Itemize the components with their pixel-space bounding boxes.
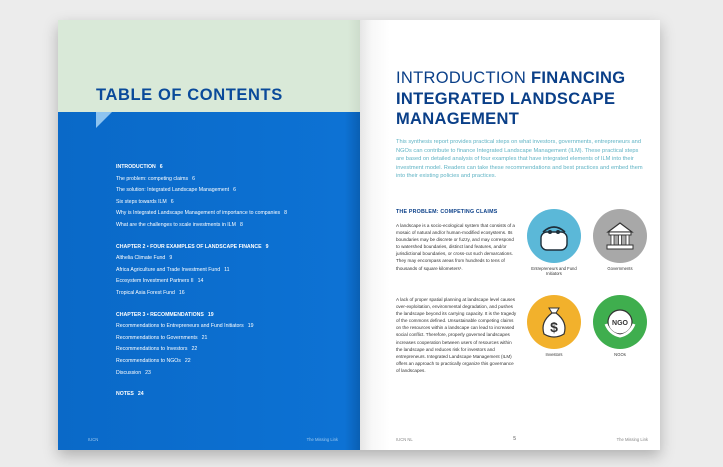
toc-spacer [116,300,348,310]
toc-entry[interactable] [116,276,348,288]
stakeholder-icons [524,208,654,368]
stakeholder-entrepreneurs [524,208,584,276]
icon-label-ngos: NGOs [614,352,626,357]
money-bag-icon [526,294,582,350]
icon-label-investors: Investors [545,352,563,357]
toc-entry-label: Six steps towards ILM [116,198,167,205]
toc-entry-page: 6 [192,175,195,182]
toc-entry[interactable] [116,208,348,220]
icon-label-governments: Governments [607,266,633,271]
toc-entry-page: 6 [159,164,163,170]
toc-entry-label: What are the challenges to scale investments in ILM [116,221,236,228]
toc-entry-page: 19 [247,323,254,330]
toc-title: TABLE OF CONTENTS [96,86,283,104]
toc-list [116,162,348,401]
toc-entry[interactable] [116,288,348,300]
page-number: 5 [513,436,517,442]
right-page [360,20,660,450]
toc-entry-label: The problem: competing claims [116,175,189,182]
toc-entry[interactable] [116,220,348,232]
left-page [58,20,360,450]
ngo-globe-icon [592,294,648,350]
toc-entry-label: Tropical Asia Forest Fund [116,289,175,296]
icon-label-entrepreneurs: Entrepreneurs and Fund Initiators [531,266,577,276]
right-footer-org: IUCN NL [396,436,413,442]
stakeholder-governments [590,208,650,271]
toc-entry-page: 19 [207,311,214,318]
toc-entry-label: Discussion [116,369,142,376]
purse-icon [526,208,582,264]
stakeholder-investors [524,294,584,357]
intro-title [396,68,651,130]
toc-entry-page: 9 [265,243,269,250]
toc-entry[interactable] [116,321,348,333]
toc-entry-page: 8 [284,210,287,217]
section-heading: THE PROBLEM: COMPETING CLAIMS [396,209,498,215]
toc-entry[interactable] [116,253,348,265]
toc-entry[interactable] [116,356,348,368]
toc-entry-label: The solution: Integrated Landscape Management [116,187,230,194]
toc-entry-page: 23 [145,369,151,376]
toc-entry-label: Recommendations to Investors [116,346,188,353]
toc-entry-label: CHAPTER 3 • RECOMMENDATIONS [116,311,204,318]
toc-entry-label: Africa Agriculture and Trade Investment Fund [116,266,221,273]
toc-entry[interactable] [116,344,348,356]
left-footer [88,437,338,442]
toc-entry-page: 11 [224,266,230,273]
toc-entry[interactable] [116,185,348,197]
toc-entry-page: 6 [170,198,174,205]
toc-entry-label: Recommendations to Governments [116,334,198,341]
toc-spacer [116,379,348,389]
toc-entry-page: 22 [191,346,198,353]
toc-entry-page: 21 [201,334,208,341]
toc-entry-label: Recommendations to NGOs [116,357,181,364]
toc-entry-label: Why is Integrated Landscape Management of importance to companies [116,210,281,217]
intro-title-bold: FINANCING INTEGRATED LANDSCAPE MANAGEMENT [396,69,626,128]
toc-entry-label: CHAPTER 2 • FOUR EXAMPLES OF LANDSCAPE FINANCE [116,243,262,250]
lead-paragraph: This synthesis report provides practical steps on what investors, governments, entrepreneurs and NGOs can contribute to finance Integrated Landscape Management (ILM). These practical steps are based on detailed analysis of four examples that have integrated elements of ILM into their investment model. Readers can take these recommendations and best practices and embed them into their existing policies and practices. [396,139,643,180]
corner-fold [96,112,112,128]
toc-entry[interactable] [116,174,348,186]
left-footer-title: The Missing Link [306,437,338,442]
toc-entry-label: NOTES [116,391,134,398]
toc-entry-label: Recommendations to Entrepreneurs and Fund Initiators [116,323,244,330]
toc-entry[interactable] [116,368,348,380]
stakeholder-ngos [590,294,650,357]
toc-entry-page: 22 [184,357,191,364]
toc-entry-page: 8 [239,221,243,228]
toc-chapter-entry[interactable] [116,162,348,174]
toc-entry-label: Ecosystem Investment Partners II [116,278,194,285]
intro-title-light: INTRODUCTION [396,69,531,87]
toc-entry-page: 24 [137,391,144,398]
toc-entry-label: INTRODUCTION [116,164,156,170]
toc-entry[interactable] [116,265,348,277]
svg-text:$: $ [550,319,558,335]
toc-entry[interactable] [116,197,348,209]
book-spread [58,20,660,450]
right-footer-title: The Missing Link [616,436,648,442]
toc-chapter-entry[interactable] [116,389,348,401]
right-footer [396,436,648,442]
body-paragraph-1: A landscape is a socio-ecological system that consists of a mosaic of natural and/or human-modified ecosystems. Its boundaries may be discrete or fuzzy, and may correspond to watershed boundaries, distinct land features, and/or jurisdictional boundaries, or cross-cut such demarcations. They may encompass areas from hundreds to tens of thousands of square kilometers¹. [396,223,515,271]
toc-chapter-entry[interactable] [116,310,348,322]
toc-entry-page: 9 [169,255,173,262]
left-footer-org: IUCN [88,437,99,442]
government-building-icon [592,208,648,264]
toc-entry-page: 14 [197,278,204,285]
toc-entry-page: 16 [178,289,185,296]
svg-text:NGO: NGO [612,320,628,327]
body-paragraph-2: A lack of proper spatial planning at landscape level causes over-exploitation, environmental degradation, and pushes the landscape beyond its carrying capacity. It is the tragedy of the commons defined. Unsustainable competing claims on the resources within a landscape can lead to increased social conflict. Therefore, properly governed landscapes increases cooperation between users of resources within the landscape and reduces risk for investors and entrepreneurs. Integrated Landscape Management (ILM) offers an approach to practically organize this governance of landscapes. [396,297,517,373]
toc-chapter-entry[interactable] [116,242,348,254]
toc-entry-label: Althelia Climate Fund [116,255,166,262]
toc-entry[interactable] [116,333,348,345]
toc-entry-page: 6 [233,187,236,194]
toc-spacer [116,232,348,242]
